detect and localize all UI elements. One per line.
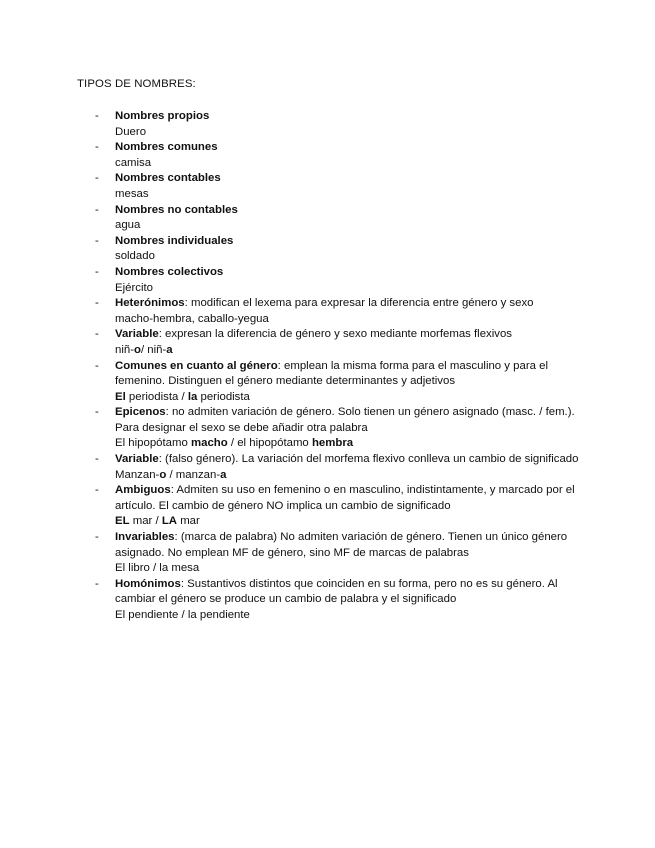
bullet-dash: - (95, 265, 99, 278)
list-item (95, 483, 585, 530)
item-term: Heterónimos (115, 297, 185, 310)
item-description: : expresan la diferencia de género y sexo mediante morfemas flexivos (158, 328, 512, 341)
item-heading (115, 531, 567, 559)
bullet-dash: - (95, 297, 99, 310)
list-item-content (115, 530, 585, 577)
list-item-content (115, 577, 585, 624)
example-fragment: mar (177, 515, 200, 528)
item-heading (115, 360, 548, 388)
list-item-content (115, 171, 585, 202)
bullet-dash: - (95, 359, 99, 372)
page-title: TIPOS DE NOMBRES: (77, 78, 196, 90)
item-term: Comunes en cuanto al género (115, 359, 278, 372)
example-fragment: El (115, 390, 126, 403)
example-fragment: mar / (129, 515, 162, 528)
list-item-content (115, 359, 585, 406)
bullet-dash: - (95, 110, 99, 122)
item-example: Duero (115, 125, 147, 138)
bullet-dash: - (95, 577, 99, 590)
item-term: Nombres no contables (115, 203, 238, 216)
item-term: Nombres individuales (115, 234, 234, 247)
list-item-content (115, 265, 585, 296)
item-example: macho-hembra, caballo-yegua (115, 312, 269, 325)
item-example (115, 390, 585, 406)
item-heading (115, 204, 238, 216)
list-item (95, 140, 585, 171)
list-item (95, 203, 585, 234)
bullet-dash: - (95, 484, 99, 497)
list-item-content (115, 452, 585, 483)
example-fragment: Manzan- (115, 468, 160, 481)
item-term: Invariables (115, 531, 175, 544)
example-fragment: periodista / (125, 390, 188, 403)
list-item (95, 296, 585, 327)
list-item-content (115, 140, 585, 171)
bullet-dash: - (95, 141, 99, 154)
item-heading (115, 328, 512, 340)
item-example: mesas (115, 187, 149, 200)
bullet-dash: - (95, 328, 99, 341)
list-item-content (115, 109, 585, 140)
list-item-content (115, 296, 585, 327)
item-example: camisa (115, 156, 152, 169)
item-example: agua (115, 219, 141, 232)
item-term: Variable (115, 328, 159, 341)
item-description: : no admiten variación de género. Solo tienen un género asignado (masc. / fem.). Para designar el sexo se debe añadir otra palabra (115, 406, 575, 434)
item-description: : modifican el lexema para expresar la diferencia entre género y sexo (184, 297, 534, 310)
example-fragment: EL (115, 515, 130, 528)
list-item (95, 452, 585, 483)
list-item (95, 171, 585, 202)
list-item-content (115, 203, 585, 234)
item-term: Epicenos (115, 406, 166, 419)
example-fragment: macho (191, 437, 228, 450)
item-term: Variable (115, 453, 159, 466)
item-heading (115, 141, 218, 153)
list-item (95, 405, 585, 452)
noun-types-list (95, 109, 585, 624)
item-example (115, 436, 585, 452)
item-term: Nombres contables (115, 172, 221, 185)
example-fragment: o (159, 468, 167, 481)
item-term: Ambiguos (115, 484, 171, 497)
item-example (115, 468, 585, 484)
example-fragment: a (166, 343, 173, 356)
list-item (95, 530, 585, 577)
item-term: Nombres colectivos (115, 265, 224, 278)
bullet-dash: - (95, 234, 99, 247)
bullet-dash: - (95, 453, 99, 466)
item-heading (115, 484, 575, 512)
item-description: : Admiten su uso en femenino o en masculino, indistintamente, y marcado por el artículo. El cambio de género NO implica un cambio de significado (115, 484, 575, 512)
item-description: : (marca de palabra) No admiten variación de género. Tienen un único género asignado. No emplean MF de género, sino MF de marcas de palabras (115, 531, 568, 559)
list-item (95, 234, 585, 265)
list-item-content (115, 405, 585, 452)
list-item (95, 109, 585, 140)
item-example (115, 514, 585, 530)
item-heading (115, 453, 578, 465)
item-heading (115, 172, 221, 184)
item-heading (115, 578, 558, 606)
example-fragment: / el hipopótamo (227, 437, 312, 450)
item-heading (115, 235, 233, 247)
list-item (95, 577, 585, 624)
bullet-dash: - (95, 406, 99, 419)
example-fragment: periodista (197, 390, 250, 403)
example-fragment: LA (161, 515, 178, 528)
bullet-dash: - (95, 203, 99, 216)
list-item (95, 327, 585, 358)
example-fragment: El hipopótamo (115, 437, 191, 450)
item-heading (115, 110, 209, 122)
list-item-content (115, 327, 585, 358)
list-item-content (115, 234, 585, 265)
list-item-content (115, 483, 585, 530)
item-term: Nombres comunes (115, 141, 218, 154)
list-item (95, 265, 585, 296)
item-example: soldado (115, 250, 155, 263)
example-fragment: / niñ- (140, 343, 167, 356)
item-example: Ejército (115, 281, 153, 294)
item-description: : (falso género). La variación del morfema flexivo conlleva un cambio de significado (158, 453, 579, 466)
example-fragment: o (134, 343, 141, 356)
example-fragment: niñ- (115, 343, 134, 356)
example-fragment: la (187, 390, 198, 403)
item-heading (115, 266, 223, 278)
item-term: Homónimos (115, 577, 181, 590)
example-fragment: / manzan- (166, 468, 221, 481)
item-heading (115, 406, 575, 434)
item-example: El pendiente / la pendiente (115, 609, 250, 621)
item-description: : emplean la misma forma para el masculino y para el femenino. Distinguen el género mediante determinantes y adjetivos (115, 359, 548, 388)
example-fragment: a (220, 468, 227, 481)
item-example (115, 343, 585, 359)
item-term: Nombres propios (115, 110, 210, 122)
bullet-dash: - (95, 531, 99, 544)
example-fragment: hembra (311, 437, 354, 450)
item-description: : Sustantivos distintos que coinciden en su forma, pero no es su género. Al cambiar el género se produce un cambio de palabra y el significado (115, 577, 558, 606)
item-heading (115, 297, 534, 309)
bullet-dash: - (95, 172, 99, 185)
list-item (95, 359, 585, 406)
item-example: El libro / la mesa (115, 562, 200, 575)
